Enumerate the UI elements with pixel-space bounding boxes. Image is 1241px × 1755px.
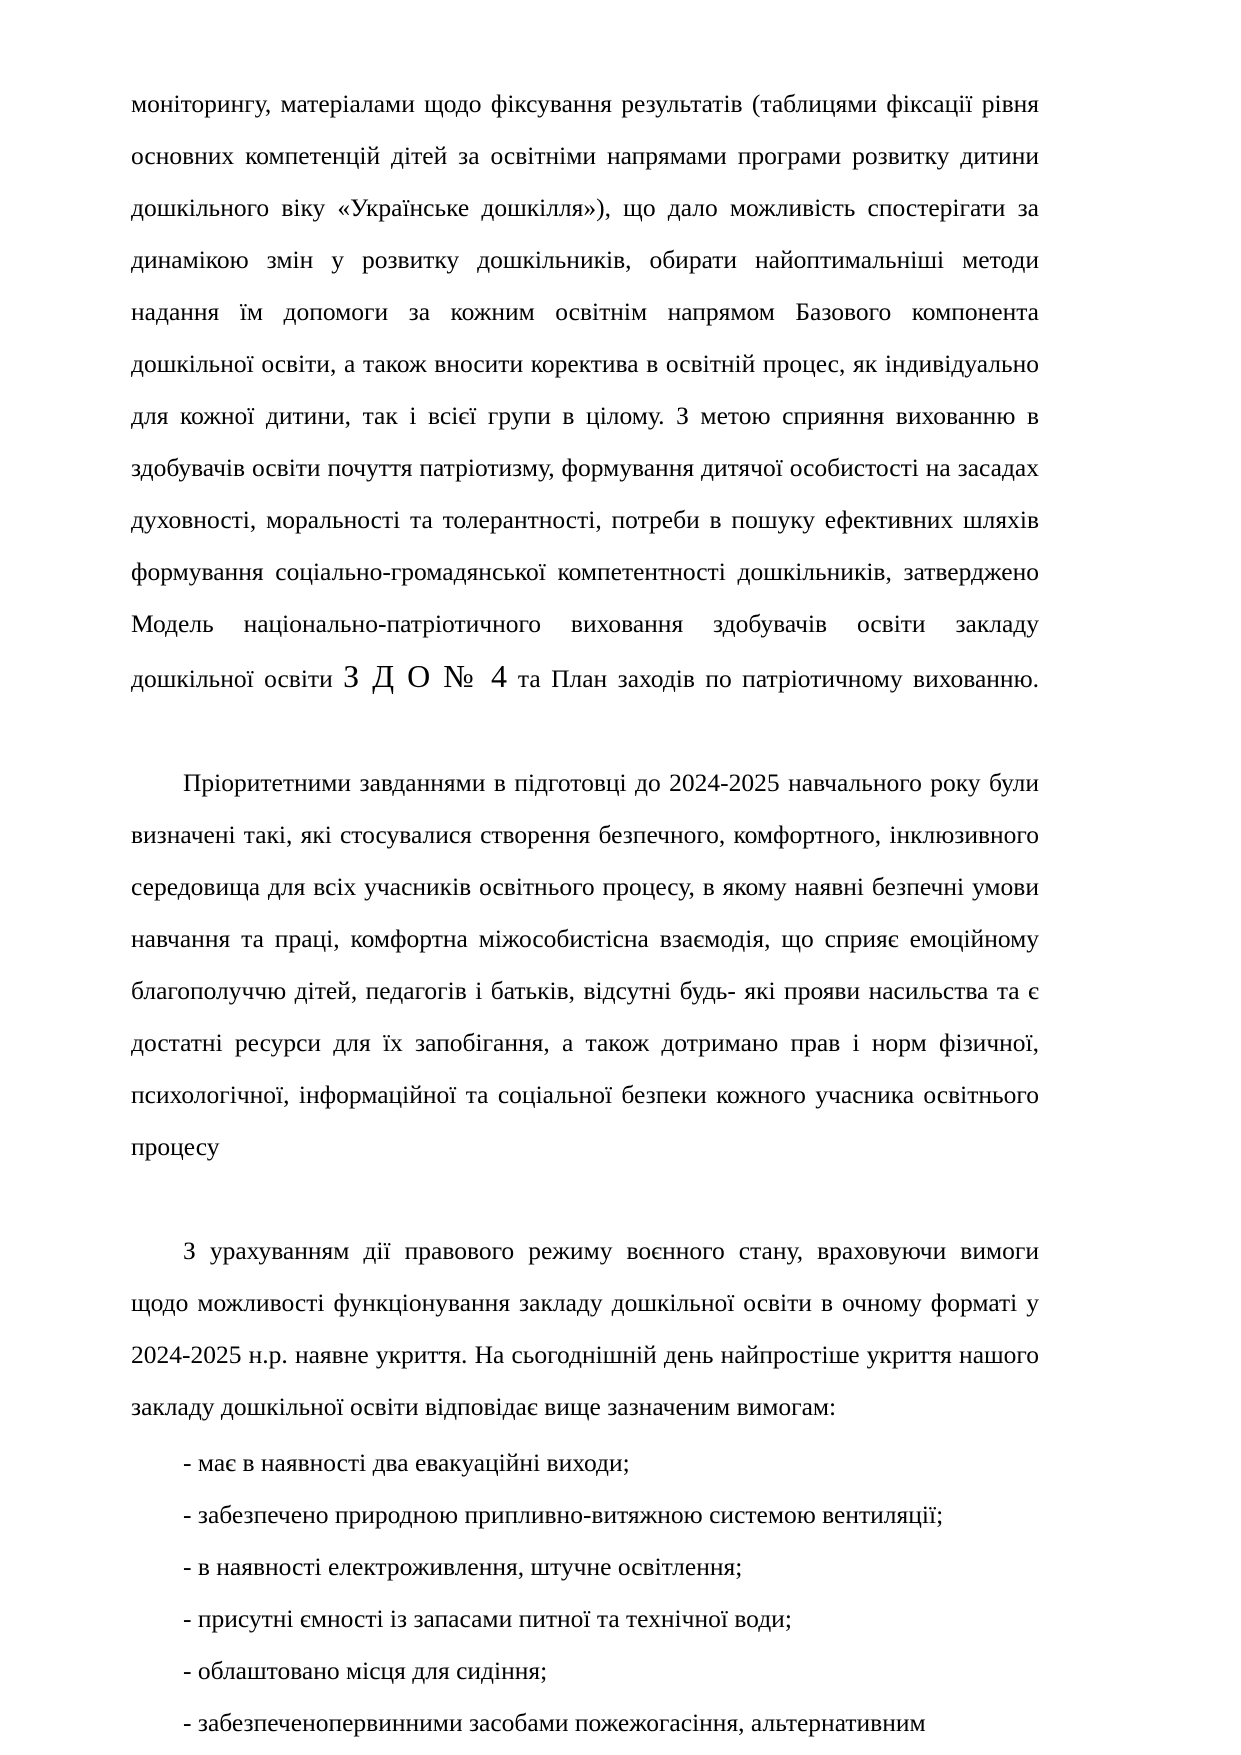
- paragraph-continued: [131, 78, 1039, 757]
- institution-designation-zdo-no-4: З Д О № 4: [343, 658, 508, 694]
- list-item: - облаштовано місця для сидіння;: [183, 1656, 548, 1685]
- paragraph-run-lead: моніторингу, матеріалами щодо фіксування результатів (таблицями фіксації рівня основних компетенцій дітей за освітніми напрямами програми розвитку дитини дошкільного віку «Українське дошкілля»), що дало можливість спостерігати за динамікою змін у розвитку дошкільників, обирати найоптимальніші методи надання їм допомоги за кожним освітнім напрямом Базового компонента дошкільної освіти, а також вносити коректива в освітній процес, як індивідуально для кожної дитини, так і всієї групи в цілому. З метою сприяння вихованню в здобувачів освіти почуття патріотизму, формування дитячої особистості на засадах духовності, моральності та толерантності, потреби в пошуку ефективних шляхів формування соціально-громадянської компетентності дошкільників, затверджено Модель національно-патріотичного виховання здобувачів освіти закладу дошкільної освіти: [131, 89, 1039, 693]
- shelter-requirements-list: [131, 1437, 1039, 1749]
- list-item: - забезпеченопервинними засобами пожежогасіння, альтернативним: [183, 1708, 926, 1737]
- paragraph-martial-law-shelter: З урахуванням дії правового режиму воєнного стану, враховуючи вимоги щодо можливості функціонування закладу дошкільної освіти в очному форматі у 2024-2025 н.р. наявне укриття. На сьогоднішній день найпростіше укриття нашого закладу дошкільної освіти відповідає вище зазначеним вимогам:: [131, 1236, 1039, 1421]
- text-column: [131, 78, 1039, 1749]
- list-item: - присутні ємності із запасами питної та технічної води;: [183, 1604, 792, 1633]
- list-item: - в наявності електроживлення, штучне освітлення;: [183, 1552, 743, 1581]
- paragraph-run-tail: та План заходів по патріотичному вихованню.: [507, 664, 1039, 693]
- list-item: - має в наявності два евакуаційні виходи;: [183, 1448, 630, 1477]
- paragraph-priority-tasks: Пріоритетними завданнями в підготовці до 2024-2025 навчального року були визначені такі, які стосувалися створення безпечного, комфортного, інклюзивного середовища для всіх учасників освітнього процесу, в якому наявні безпечні умови навчання та праці, комфортна міжособистісна взаємодія, що сприяє емоційному благополуччю дітей, педагогів і батьків, відсутні будь- які прояви насильства та є достатні ресурси для їх запобігання, а також дотримано прав і норм фізичної, психологічної, інформаційної та соціальної безпеки кожного учасника освітнього процесу: [131, 768, 1039, 1161]
- list-item: - забезпечено природною припливно-витяжною системою вентиляції;: [183, 1500, 944, 1529]
